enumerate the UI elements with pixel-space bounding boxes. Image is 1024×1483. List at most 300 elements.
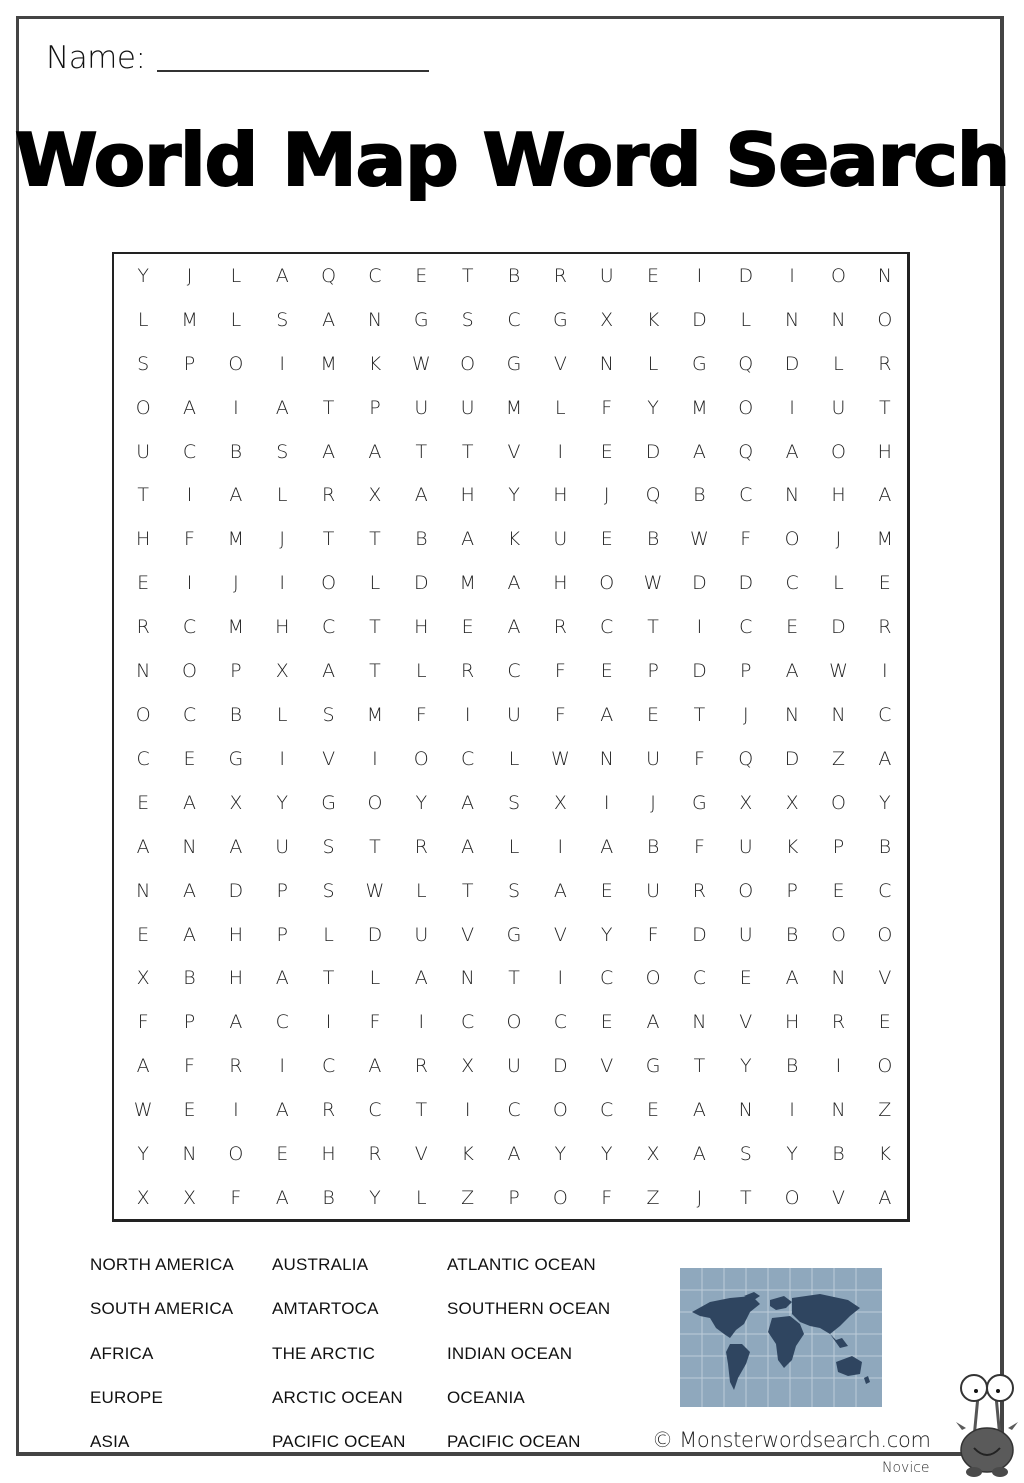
grid-letter[interactable]: E <box>878 1011 891 1034</box>
grid-letter[interactable]: F <box>693 835 705 858</box>
grid-letter[interactable]: A <box>183 396 197 419</box>
grid-letter[interactable]: T <box>369 528 381 551</box>
grid-letter[interactable]: N <box>692 1011 707 1034</box>
grid-letter[interactable]: F <box>554 704 566 727</box>
grid-letter[interactable]: R <box>831 1011 846 1034</box>
grid-letter[interactable]: E <box>183 747 196 770</box>
grid-letter[interactable]: V <box>553 923 567 946</box>
grid-letter[interactable]: H <box>136 528 151 551</box>
grid-letter[interactable]: B <box>415 528 428 551</box>
grid-letter[interactable]: B <box>507 264 521 287</box>
grid-letter[interactable]: P <box>508 1187 520 1210</box>
grid-letter[interactable]: D <box>692 923 707 946</box>
grid-letter[interactable]: I <box>279 352 286 375</box>
grid-letter[interactable]: J <box>279 528 286 551</box>
grid-letter[interactable]: I <box>233 1099 239 1122</box>
grid-letter[interactable]: C <box>507 1099 521 1122</box>
grid-letter[interactable]: B <box>832 1143 845 1166</box>
grid-letter[interactable]: X <box>368 484 382 507</box>
grid-letter[interactable]: I <box>233 396 239 419</box>
grid-letter[interactable]: A <box>275 1099 289 1122</box>
grid-letter[interactable]: R <box>878 352 892 375</box>
grid-letter[interactable]: D <box>228 879 244 902</box>
grid-letter[interactable]: T <box>415 440 428 463</box>
grid-letter[interactable]: I <box>279 747 286 770</box>
grid-letter[interactable]: A <box>229 484 243 507</box>
grid-letter[interactable]: X <box>739 791 753 814</box>
grid-letter[interactable]: A <box>785 660 799 683</box>
grid-letter[interactable]: W <box>690 528 709 551</box>
grid-letter[interactable]: Y <box>137 1143 149 1166</box>
grid-letter[interactable]: C <box>182 704 197 727</box>
grid-letter[interactable]: T <box>369 616 381 639</box>
grid-letter[interactable]: E <box>647 704 660 727</box>
grid-letter[interactable]: C <box>600 1099 614 1122</box>
grid-letter[interactable]: K <box>785 835 799 858</box>
grid-letter[interactable]: A <box>275 396 289 419</box>
grid-letter[interactable]: L <box>740 308 752 331</box>
grid-letter[interactable]: O <box>784 528 800 551</box>
grid-letter[interactable]: X <box>785 791 799 814</box>
grid-letter[interactable]: U <box>507 1055 521 1078</box>
grid-letter[interactable]: A <box>878 1187 892 1210</box>
grid-letter[interactable]: A <box>275 1187 289 1210</box>
grid-letter[interactable]: V <box>600 1055 614 1078</box>
grid-letter[interactable]: C <box>600 616 614 639</box>
grid-letter[interactable]: C <box>878 879 892 902</box>
grid-letter[interactable]: V <box>831 1187 845 1210</box>
grid-letter[interactable]: M <box>691 396 708 419</box>
grid-letter[interactable]: F <box>554 660 566 683</box>
grid-letter[interactable]: K <box>507 528 521 551</box>
grid-letter[interactable]: O <box>830 791 846 814</box>
grid-letter[interactable]: I <box>696 616 703 639</box>
grid-letter[interactable]: S <box>461 308 474 331</box>
grid-letter[interactable]: A <box>414 484 428 507</box>
grid-letter[interactable]: F <box>601 396 613 419</box>
grid-letter[interactable]: R <box>878 616 892 639</box>
grid-letter[interactable]: L <box>555 396 566 419</box>
grid-letter[interactable]: J <box>696 1187 703 1210</box>
grid-letter[interactable]: L <box>508 747 520 770</box>
grid-letter[interactable]: A <box>322 440 336 463</box>
grid-letter[interactable]: O <box>135 396 151 419</box>
grid-letter[interactable]: A <box>461 791 475 814</box>
grid-letter[interactable]: R <box>461 660 475 683</box>
grid-letter[interactable]: I <box>372 747 378 770</box>
grid-letter[interactable]: S <box>507 879 521 902</box>
grid-letter[interactable]: A <box>183 879 197 902</box>
grid-letter[interactable]: S <box>739 1143 752 1166</box>
grid-letter[interactable]: B <box>229 704 243 727</box>
grid-letter[interactable]: T <box>461 879 474 902</box>
grid-letter[interactable]: I <box>279 572 286 595</box>
grid-letter[interactable]: E <box>878 572 891 595</box>
grid-letter[interactable]: Q <box>738 352 754 375</box>
grid-letter[interactable]: B <box>785 923 799 946</box>
grid-letter[interactable]: J <box>186 264 193 287</box>
grid-letter[interactable]: I <box>557 835 564 858</box>
grid-letter[interactable]: E <box>276 1143 289 1166</box>
grid-letter[interactable]: N <box>785 704 800 727</box>
grid-letter[interactable]: R <box>321 1099 336 1122</box>
grid-letter[interactable]: Y <box>739 1055 752 1078</box>
grid-letter[interactable]: G <box>321 791 336 814</box>
grid-letter[interactable]: H <box>553 484 568 507</box>
grid-letter[interactable]: A <box>136 835 150 858</box>
grid-letter[interactable]: E <box>600 440 613 463</box>
grid-letter[interactable]: J <box>835 528 842 551</box>
grid-letter[interactable]: A <box>322 660 336 683</box>
grid-letter[interactable]: A <box>507 572 521 595</box>
grid-letter[interactable]: D <box>784 352 800 375</box>
grid-letter[interactable]: O <box>228 352 244 375</box>
grid-letter[interactable]: E <box>461 616 474 639</box>
grid-letter[interactable]: I <box>835 1055 842 1078</box>
grid-letter[interactable]: L <box>276 484 288 507</box>
grid-letter[interactable]: T <box>739 1187 752 1210</box>
grid-letter[interactable]: C <box>461 1011 475 1034</box>
grid-letter[interactable]: C <box>182 616 197 639</box>
grid-letter[interactable]: X <box>461 1055 475 1078</box>
grid-letter[interactable]: Q <box>321 264 337 287</box>
grid-letter[interactable]: P <box>647 660 659 683</box>
grid-letter[interactable]: A <box>183 923 197 946</box>
grid-letter[interactable]: N <box>182 1143 197 1166</box>
grid-letter[interactable]: A <box>600 835 614 858</box>
grid-letter[interactable]: Y <box>276 791 289 814</box>
grid-letter[interactable]: E <box>600 528 613 551</box>
grid-letter[interactable]: L <box>833 572 844 595</box>
grid-letter[interactable]: M <box>227 616 245 639</box>
grid-letter[interactable]: R <box>414 1055 428 1078</box>
grid-letter[interactable]: Y <box>137 264 149 287</box>
grid-letter[interactable]: O <box>645 967 661 990</box>
grid-letter[interactable]: I <box>789 264 795 287</box>
grid-letter[interactable]: I <box>325 1011 332 1034</box>
grid-letter[interactable]: V <box>461 923 475 946</box>
grid-letter[interactable]: J <box>603 484 610 507</box>
grid-letter[interactable]: I <box>882 660 888 683</box>
grid-letter[interactable]: A <box>600 704 614 727</box>
grid-letter[interactable]: S <box>276 440 289 463</box>
grid-letter[interactable]: C <box>785 572 799 595</box>
grid-letter[interactable]: V <box>553 352 567 375</box>
grid-letter[interactable]: F <box>230 1187 242 1210</box>
grid-letter[interactable]: F <box>184 1055 195 1078</box>
grid-letter[interactable]: C <box>739 616 753 639</box>
grid-letter[interactable]: X <box>646 1143 660 1166</box>
grid-letter[interactable]: T <box>369 835 381 858</box>
grid-letter[interactable]: J <box>233 572 239 595</box>
grid-letter[interactable]: O <box>830 264 846 287</box>
grid-letter[interactable]: Y <box>554 1143 567 1166</box>
grid-letter[interactable]: O <box>506 1011 522 1034</box>
grid-letter[interactable]: N <box>460 967 475 990</box>
grid-letter[interactable]: M <box>181 308 198 331</box>
grid-letter[interactable]: A <box>553 879 567 902</box>
grid-letter[interactable]: L <box>415 1187 427 1210</box>
grid-letter[interactable]: U <box>507 704 521 727</box>
grid-letter[interactable]: D <box>738 264 754 287</box>
grid-letter[interactable]: C <box>878 704 892 727</box>
grid-letter[interactable]: I <box>279 1055 286 1078</box>
grid-letter[interactable]: Z <box>646 1187 660 1210</box>
grid-letter[interactable]: R <box>692 879 706 902</box>
grid-letter[interactable]: A <box>878 747 892 770</box>
grid-letter[interactable]: M <box>505 396 523 419</box>
grid-letter[interactable]: N <box>785 308 800 331</box>
grid-letter[interactable]: C <box>368 1099 382 1122</box>
grid-letter[interactable]: H <box>831 484 846 507</box>
grid-letter[interactable]: U <box>136 440 151 463</box>
grid-letter[interactable]: P <box>786 879 798 902</box>
grid-letter[interactable]: Q <box>738 440 754 463</box>
grid-letter[interactable]: L <box>415 660 427 683</box>
grid-letter[interactable]: O <box>738 396 754 419</box>
grid-letter[interactable]: G <box>413 308 429 331</box>
grid-letter[interactable]: O <box>460 352 476 375</box>
grid-letter[interactable]: R <box>553 616 567 639</box>
grid-letter[interactable]: H <box>228 967 244 990</box>
grid-letter[interactable]: N <box>831 308 846 331</box>
grid-letter[interactable]: A <box>785 440 799 463</box>
grid-letter[interactable]: L <box>230 264 242 287</box>
grid-letter[interactable]: F <box>184 528 195 551</box>
grid-letter[interactable]: D <box>831 616 846 639</box>
grid-letter[interactable]: T <box>508 967 520 990</box>
grid-letter[interactable]: S <box>137 352 150 375</box>
grid-letter[interactable]: M <box>459 572 476 595</box>
grid-letter[interactable]: I <box>186 484 193 507</box>
grid-letter[interactable]: G <box>692 791 707 814</box>
grid-letter[interactable]: G <box>552 308 568 331</box>
grid-letter[interactable]: A <box>136 1055 150 1078</box>
grid-letter[interactable]: O <box>182 660 197 683</box>
grid-letter[interactable]: Y <box>879 791 891 814</box>
grid-letter[interactable]: G <box>692 352 707 375</box>
grid-letter[interactable]: R <box>368 1143 382 1166</box>
grid-letter[interactable]: F <box>415 704 427 727</box>
grid-letter[interactable]: C <box>461 747 475 770</box>
grid-letter[interactable]: X <box>183 1187 197 1210</box>
grid-letter[interactable]: P <box>230 660 242 683</box>
grid-letter[interactable]: F <box>740 528 752 551</box>
grid-letter[interactable]: J <box>742 704 749 727</box>
grid-letter[interactable]: T <box>369 660 381 683</box>
grid-letter[interactable]: T <box>647 616 659 639</box>
grid-letter[interactable]: H <box>228 923 244 946</box>
grid-letter[interactable]: Y <box>415 791 428 814</box>
grid-letter[interactable]: U <box>553 528 568 551</box>
grid-letter[interactable]: H <box>784 1011 800 1034</box>
grid-letter[interactable]: A <box>183 791 197 814</box>
grid-letter[interactable]: F <box>369 1011 381 1034</box>
grid-letter[interactable]: D <box>553 1055 568 1078</box>
grid-letter[interactable]: T <box>137 484 149 507</box>
grid-letter[interactable]: F <box>647 923 659 946</box>
grid-letter[interactable]: L <box>323 923 334 946</box>
grid-letter[interactable]: H <box>275 616 290 639</box>
grid-letter[interactable]: K <box>368 352 382 375</box>
grid-letter[interactable]: T <box>322 528 335 551</box>
grid-letter[interactable]: F <box>693 747 705 770</box>
grid-letter[interactable]: U <box>738 923 753 946</box>
grid-letter[interactable]: O <box>228 1143 244 1166</box>
grid-letter[interactable]: M <box>227 528 245 551</box>
grid-letter[interactable]: O <box>321 572 337 595</box>
grid-letter[interactable]: S <box>276 308 289 331</box>
grid-letter[interactable]: T <box>461 440 474 463</box>
grid-letter[interactable]: I <box>557 967 564 990</box>
grid-letter[interactable]: L <box>508 835 520 858</box>
grid-letter[interactable]: Y <box>600 1143 613 1166</box>
grid-letter[interactable]: U <box>646 747 661 770</box>
grid-letter[interactable]: I <box>464 1099 471 1122</box>
grid-letter[interactable]: U <box>646 879 661 902</box>
grid-letter[interactable]: O <box>738 879 754 902</box>
grid-letter[interactable]: L <box>647 352 659 375</box>
grid-letter[interactable]: Z <box>831 747 845 770</box>
grid-letter[interactable]: B <box>229 440 243 463</box>
grid-letter[interactable]: J <box>650 791 656 814</box>
grid-letter[interactable]: E <box>647 264 660 287</box>
grid-letter[interactable]: G <box>506 923 522 946</box>
grid-letter[interactable]: C <box>692 967 707 990</box>
grid-letter[interactable]: M <box>320 352 337 375</box>
grid-letter[interactable]: O <box>877 1055 893 1078</box>
grid-letter[interactable]: N <box>877 264 892 287</box>
grid-letter[interactable]: S <box>322 704 335 727</box>
grid-letter[interactable]: O <box>552 1187 568 1210</box>
grid-letter[interactable]: V <box>878 967 892 990</box>
grid-letter[interactable]: P <box>183 352 196 375</box>
grid-letter[interactable]: U <box>275 835 290 858</box>
grid-letter[interactable]: N <box>136 879 151 902</box>
grid-letter[interactable]: D <box>645 440 661 463</box>
grid-letter[interactable]: N <box>367 308 383 331</box>
grid-letter[interactable]: K <box>646 308 660 331</box>
grid-letter[interactable]: L <box>833 352 844 375</box>
grid-letter[interactable]: E <box>647 1099 660 1122</box>
grid-letter[interactable]: W <box>411 352 431 375</box>
grid-letter[interactable]: Z <box>878 1099 892 1122</box>
grid-letter[interactable]: X <box>229 791 243 814</box>
grid-letter[interactable]: L <box>137 308 149 331</box>
grid-letter[interactable]: A <box>322 308 336 331</box>
grid-letter[interactable]: D <box>413 572 429 595</box>
grid-letter[interactable]: A <box>368 440 382 463</box>
grid-letter[interactable]: O <box>830 440 846 463</box>
grid-letter[interactable]: A <box>692 1143 706 1166</box>
grid-letter[interactable]: B <box>322 1187 335 1210</box>
grid-letter[interactable]: D <box>367 923 383 946</box>
grid-letter[interactable]: A <box>368 1055 382 1078</box>
grid-letter[interactable]: X <box>275 660 289 683</box>
grid-letter[interactable]: O <box>552 1099 568 1122</box>
grid-letter[interactable]: L <box>369 967 381 990</box>
grid-letter[interactable]: I <box>186 572 193 595</box>
grid-letter[interactable]: E <box>600 660 613 683</box>
grid-letter[interactable]: W <box>550 747 570 770</box>
grid-letter[interactable]: H <box>414 616 429 639</box>
grid-letter[interactable]: K <box>461 1143 474 1166</box>
grid-letter[interactable]: P <box>740 660 752 683</box>
grid-letter[interactable]: R <box>229 1055 243 1078</box>
grid-letter[interactable]: C <box>321 616 336 639</box>
grid-letter[interactable]: P <box>832 835 845 858</box>
grid-letter[interactable]: N <box>738 1099 753 1122</box>
grid-letter[interactable]: E <box>137 791 150 814</box>
grid-letter[interactable]: I <box>696 264 703 287</box>
grid-letter[interactable]: B <box>878 835 892 858</box>
grid-letter[interactable]: D <box>692 660 707 683</box>
grid-letter[interactable]: Q <box>645 484 661 507</box>
grid-letter[interactable]: X <box>553 791 567 814</box>
grid-letter[interactable]: I <box>464 704 471 727</box>
grid-letter[interactable]: R <box>553 264 567 287</box>
grid-letter[interactable]: I <box>603 791 610 814</box>
grid-letter[interactable]: D <box>692 308 707 331</box>
grid-letter[interactable]: A <box>229 835 243 858</box>
grid-letter[interactable]: C <box>275 1011 289 1034</box>
grid-letter[interactable]: G <box>228 747 244 770</box>
grid-letter[interactable]: E <box>137 923 150 946</box>
grid-letter[interactable]: S <box>322 835 335 858</box>
grid-letter[interactable]: I <box>789 396 795 419</box>
grid-letter[interactable]: E <box>137 572 150 595</box>
grid-letter[interactable]: H <box>321 1143 336 1166</box>
grid-letter[interactable]: R <box>414 835 428 858</box>
grid-letter[interactable]: T <box>693 1055 706 1078</box>
grid-letter[interactable]: N <box>831 1099 846 1122</box>
grid-letter[interactable]: A <box>692 440 706 463</box>
grid-letter[interactable]: E <box>786 616 799 639</box>
grid-letter[interactable]: Z <box>461 1187 475 1210</box>
name-blank-line[interactable] <box>157 70 429 72</box>
grid-letter[interactable]: O <box>877 923 893 946</box>
grid-letter[interactable]: B <box>183 967 196 990</box>
grid-letter[interactable]: K <box>878 1143 892 1166</box>
grid-letter[interactable]: C <box>507 308 521 331</box>
grid-letter[interactable]: Y <box>369 1187 381 1210</box>
grid-letter[interactable]: O <box>784 1187 800 1210</box>
grid-letter[interactable]: E <box>600 879 613 902</box>
grid-letter[interactable]: A <box>414 967 428 990</box>
grid-letter[interactable]: T <box>461 264 474 287</box>
grid-letter[interactable]: R <box>136 616 150 639</box>
grid-letter[interactable]: O <box>135 704 151 727</box>
grid-letter[interactable]: E <box>183 1099 196 1122</box>
grid-letter[interactable]: N <box>599 747 614 770</box>
grid-letter[interactable]: T <box>322 967 335 990</box>
grid-letter[interactable]: C <box>600 967 614 990</box>
grid-letter[interactable]: U <box>460 396 475 419</box>
grid-letter[interactable]: X <box>136 967 150 990</box>
grid-letter[interactable]: A <box>229 1011 243 1034</box>
grid-letter[interactable]: E <box>739 967 752 990</box>
grid-letter[interactable]: C <box>321 1055 336 1078</box>
grid-letter[interactable]: I <box>418 1011 425 1034</box>
grid-letter[interactable]: A <box>275 264 289 287</box>
grid-letter[interactable]: P <box>369 396 381 419</box>
grid-letter[interactable]: T <box>322 396 335 419</box>
grid-letter[interactable]: L <box>415 879 427 902</box>
grid-letter[interactable]: T <box>415 1099 428 1122</box>
grid-letter[interactable]: A <box>878 484 892 507</box>
grid-letter[interactable]: A <box>461 835 475 858</box>
grid-letter[interactable]: U <box>599 264 614 287</box>
